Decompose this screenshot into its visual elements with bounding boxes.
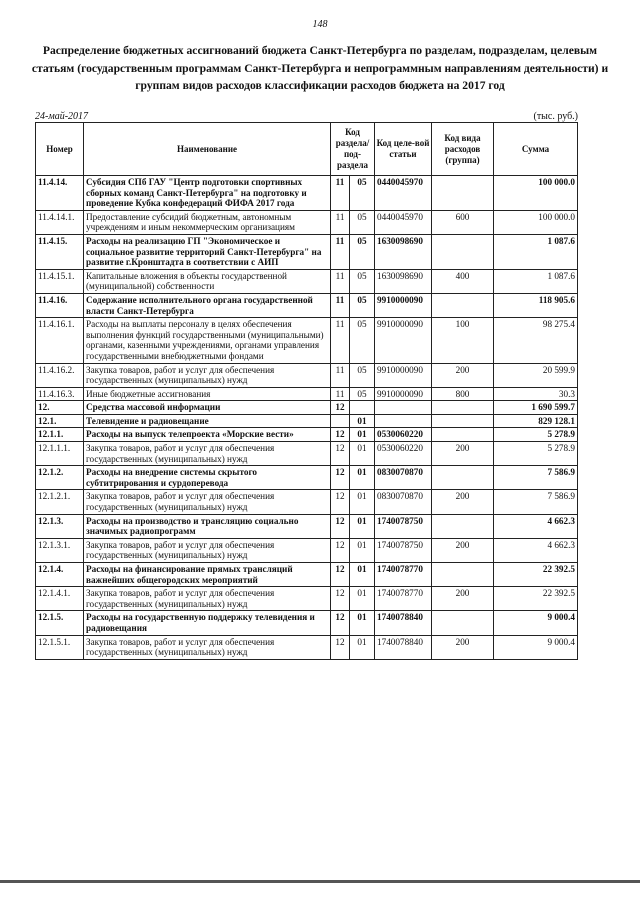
document-date: 24-май-2017 [35,111,89,122]
cell-subsection: 05 [350,210,375,234]
cell-sum: 4 662.3 [494,514,578,538]
cell-sum: 5 278.9 [494,442,578,466]
cell-name: Расходы на финансирование прямых трансляций важнейших общегородских мероприятий [84,563,331,587]
cell-expense-type [432,514,494,538]
table-row [36,401,578,415]
cell-number: 11.4.16.2. [36,363,84,387]
table-row [36,587,578,611]
cell-expense-type [432,293,494,317]
cell-expense-type [432,234,494,269]
cell-sum: 7 586.9 [494,490,578,514]
header-name: Наименование [84,123,331,176]
cell-name: Закупка товаров, работ и услуг для обеспечения государственных (муниципальных) нужд [84,587,331,611]
cell-expense-type: 200 [432,538,494,562]
cell-target-code: 0530060220 [375,442,432,466]
table-header-row [36,123,578,176]
cell-sum: 98 275.4 [494,318,578,363]
cell-section: 12 [331,538,350,562]
cell-expense-type: 200 [432,635,494,659]
cell-target-code: 9910000090 [375,363,432,387]
budget-table [35,122,578,660]
cell-target-code: 1740078750 [375,538,432,562]
cell-name: Расходы на реализацию ГП "Экономическое и социальное развитие территорий Санкт-Петербурга" на развитие г.Кронштадта в соответствии с АИП [84,234,331,269]
cell-target-code [375,401,432,415]
cell-name: Расходы на производство и трансляцию социально значимых радиопрограмм [84,514,331,538]
cell-number: 12.1.2.1. [36,490,84,514]
cell-subsection: 01 [350,611,375,635]
cell-expense-type [432,466,494,490]
cell-section: 12 [331,611,350,635]
table-row [36,466,578,490]
cell-sum: 1 690 599.7 [494,401,578,415]
cell-sum: 9 000.4 [494,635,578,659]
cell-sum: 22 392.5 [494,587,578,611]
cell-name: Телевидение и радиовещание [84,414,331,428]
table-row [36,210,578,234]
cell-target-code [375,414,432,428]
cell-target-code: 0830070870 [375,466,432,490]
table-row [36,363,578,387]
table-row [36,490,578,514]
cell-expense-type: 200 [432,490,494,514]
header-number: Номер [36,123,84,176]
cell-target-code: 1630098690 [375,269,432,293]
cell-number: 11.4.15. [36,234,84,269]
cell-target-code: 0440045970 [375,210,432,234]
cell-section: 11 [331,269,350,293]
table-row [36,538,578,562]
document-title: Распределение бюджетных ассигнований бюджета Санкт-Петербурга по разделам, подразделам, целевым статьям (государственным программам Санкт-Петербурга и непрограммным направлениям деятельности) и группам видов расходов классификации расходов бюджета на 2017 год [31,44,609,92]
cell-sum: 829 128.1 [494,414,578,428]
cell-target-code: 0530060220 [375,428,432,442]
cell-subsection: 01 [350,466,375,490]
cell-target-code: 1740078770 [375,563,432,587]
cell-expense-type [432,414,494,428]
cell-section: 12 [331,635,350,659]
cell-expense-type [432,563,494,587]
cell-subsection [350,401,375,415]
cell-expense-type: 100 [432,318,494,363]
cell-section: 12 [331,587,350,611]
cell-number: 11.4.14.1. [36,210,84,234]
cell-target-code: 1740078750 [375,514,432,538]
cell-target-code: 9910000090 [375,318,432,363]
cell-number: 12.1.3. [36,514,84,538]
cell-number: 12.1.4.1. [36,587,84,611]
cell-subsection: 05 [350,387,375,401]
cell-subsection: 01 [350,490,375,514]
header-sum: Сумма [494,123,578,176]
cell-number: 11.4.14. [36,176,84,211]
cell-sum: 22 392.5 [494,563,578,587]
cell-subsection: 01 [350,442,375,466]
cell-number: 12.1.1.1. [36,442,84,466]
table-row [36,563,578,587]
cell-name: Капитальные вложения в объекты государственной (муниципальной) собственности [84,269,331,293]
cell-section: 12 [331,514,350,538]
cell-expense-type [432,428,494,442]
cell-expense-type: 200 [432,363,494,387]
cell-name: Средства массовой информации [84,401,331,415]
cell-number: 12. [36,401,84,415]
table-row [36,428,578,442]
cell-section: 11 [331,318,350,363]
cell-number: 12.1.5.1. [36,635,84,659]
units-label: (тыс. руб.) [533,111,578,122]
table-row [36,611,578,635]
cell-section: 12 [331,428,350,442]
table-row [36,414,578,428]
cell-target-code: 1740078840 [375,611,432,635]
cell-sum: 100 000.0 [494,176,578,211]
cell-target-code: 0830070870 [375,490,432,514]
cell-section: 12 [331,490,350,514]
cell-name: Закупка товаров, работ и услуг для обеспечения государственных (муниципальных) нужд [84,490,331,514]
cell-target-code: 1740078770 [375,587,432,611]
cell-sum: 118 905.6 [494,293,578,317]
cell-subsection: 01 [350,587,375,611]
cell-subsection: 05 [350,234,375,269]
scan-edge-line [0,880,640,883]
cell-expense-type [432,176,494,211]
cell-expense-type: 200 [432,587,494,611]
cell-subsection: 01 [350,514,375,538]
cell-section: 12 [331,401,350,415]
cell-sum: 30.3 [494,387,578,401]
cell-subsection: 01 [350,635,375,659]
cell-subsection: 01 [350,428,375,442]
cell-number: 12.1.4. [36,563,84,587]
cell-expense-type [432,611,494,635]
cell-section: 11 [331,234,350,269]
table-row [36,269,578,293]
cell-target-code: 1740078840 [375,635,432,659]
cell-expense-type: 200 [432,442,494,466]
cell-subsection: 05 [350,318,375,363]
cell-subsection: 05 [350,269,375,293]
cell-number: 12.1.1. [36,428,84,442]
cell-section: 11 [331,387,350,401]
cell-section: 11 [331,176,350,211]
table-row [36,442,578,466]
cell-name: Содержание исполнительного органа государственной власти Санкт-Петербурга [84,293,331,317]
cell-target-code: 9910000090 [375,293,432,317]
cell-target-code: 1630098690 [375,234,432,269]
cell-number: 12.1. [36,414,84,428]
cell-name: Предоставление субсидий бюджетным, автономным учреждениям и иным некоммерческим организациям [84,210,331,234]
cell-subsection: 05 [350,293,375,317]
cell-sum: 5 278.9 [494,428,578,442]
cell-expense-type: 400 [432,269,494,293]
cell-subsection: 01 [350,563,375,587]
cell-name: Закупка товаров, работ и услуг для обеспечения государственных (муниципальных) нужд [84,635,331,659]
cell-number: 12.1.2. [36,466,84,490]
cell-subsection: 05 [350,363,375,387]
header-expense-type-code: Код вида расходов (группа) [432,123,494,176]
cell-number: 12.1.5. [36,611,84,635]
cell-name: Закупка товаров, работ и услуг для обеспечения государственных (муниципальных) нужд [84,442,331,466]
cell-sum: 20 599.9 [494,363,578,387]
table-row [36,234,578,269]
cell-sum: 100 000.0 [494,210,578,234]
table-row [36,514,578,538]
cell-name: Расходы на государственную поддержку телевидения и радиовещания [84,611,331,635]
cell-subsection: 01 [350,414,375,428]
cell-target-code: 9910000090 [375,387,432,401]
cell-sum: 7 586.9 [494,466,578,490]
cell-number: 11.4.15.1. [36,269,84,293]
cell-number: 11.4.16.1. [36,318,84,363]
cell-sum: 4 662.3 [494,538,578,562]
cell-target-code: 0440045970 [375,176,432,211]
table-row [36,387,578,401]
table-row [36,293,578,317]
cell-subsection: 01 [350,538,375,562]
cell-number: 11.4.16.3. [36,387,84,401]
page-number: 148 [312,19,328,30]
cell-sum: 1 087.6 [494,234,578,269]
cell-name: Закупка товаров, работ и услуг для обеспечения государственных (муниципальных) нужд [84,363,331,387]
cell-sum: 1 087.6 [494,269,578,293]
cell-section: 11 [331,210,350,234]
cell-name: Закупка товаров, работ и услуг для обеспечения государственных (муниципальных) нужд [84,538,331,562]
cell-number: 11.4.16. [36,293,84,317]
cell-sum: 9 000.4 [494,611,578,635]
cell-section [331,414,350,428]
table-row [36,318,578,363]
cell-section: 11 [331,293,350,317]
cell-section: 12 [331,466,350,490]
table-row [36,635,578,659]
cell-name: Расходы на внедрение системы скрытого субтитрирования и сурдоперевода [84,466,331,490]
cell-name: Расходы на выплаты персоналу в целях обеспечения выполнения функций государственными (муниципальными) органами, казенными учреждениями, органами управления государственными внебюджетными фондами [84,318,331,363]
header-target-code: Код целе-вой статьи [375,123,432,176]
cell-number: 12.1.3.1. [36,538,84,562]
cell-section: 12 [331,442,350,466]
cell-name: Субсидия СПб ГАУ "Центр подготовки спортивных сборных команд Санкт-Петербурга" на подготовку и проведение Кубка конфедераций ФИФА 2017 года [84,176,331,211]
cell-name: Иные бюджетные ассигнования [84,387,331,401]
cell-subsection: 05 [350,176,375,211]
cell-expense-type [432,401,494,415]
cell-name: Расходы на выпуск телепроекта «Морские вести» [84,428,331,442]
cell-expense-type: 800 [432,387,494,401]
header-section-code: Код раздела/ под-раздела [331,123,375,176]
cell-expense-type: 600 [432,210,494,234]
cell-section: 12 [331,563,350,587]
cell-section: 11 [331,363,350,387]
table-row [36,176,578,211]
